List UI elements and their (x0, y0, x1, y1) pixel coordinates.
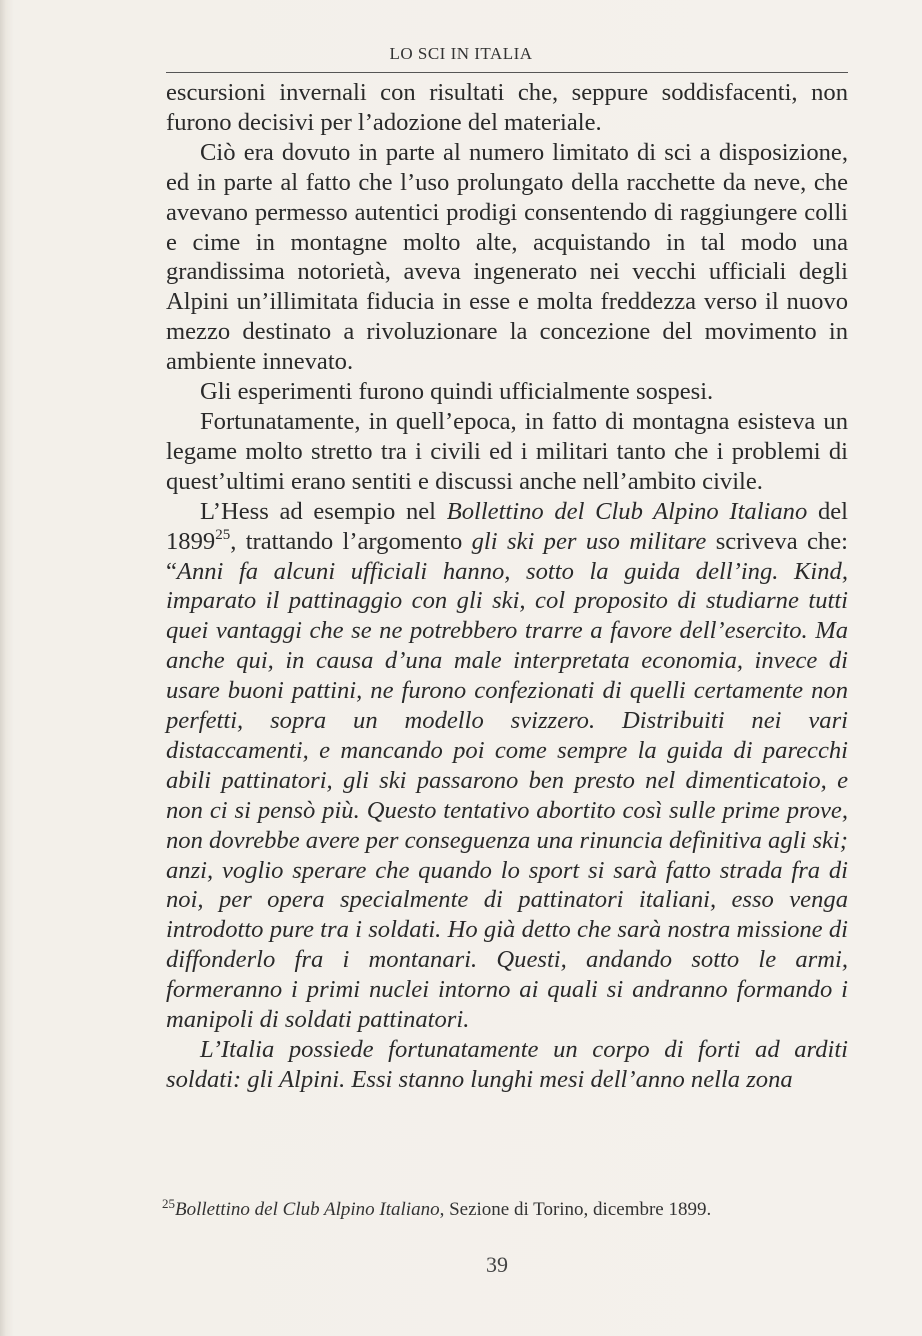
bulletin-title: Bollettino del Club Alpino Italiano (446, 497, 808, 525)
page-number: 39 (486, 1252, 508, 1277)
p5-text-1: L’Hess ad esempio nel (200, 497, 447, 525)
footnote-text: , Sezione di Torino, dicembre 1899. (439, 1199, 712, 1220)
body-text (166, 78, 848, 1095)
paragraph-2: Ciò era dovuto in parte al numero limitato di sci a disposizione, ed in parte al fatto che l’uso prolungato della racchette da neve, che avevano permesso autentici prodigi consentendo di raggiungere colli e cime in montagne molto alte, acquistando in tal modo una grandissima notorietà, aveva ingenerato nei vecchi ufficiali degli Alpini un’illimitata fiducia in esse e molta freddezza verso il nuovo mezzo destinato a rivoluzionare la concezione del movimento in ambiente innevato. (166, 138, 848, 376)
header-rule (166, 72, 848, 73)
paragraph-1: escursioni invernali con risultati che, seppure soddisfacenti, non furono decisivi per l’adozione del materiale. (166, 79, 848, 136)
footnote (162, 1198, 862, 1222)
footnote-marker: 25 (162, 1196, 175, 1211)
quotation: Anni fa alcuni ufficiali hanno, sotto la guida dell’ing. Kind, imparato il pattinaggio con gli ski, col proposito di studiarne tutti quei vantaggi che se ne potrebbero trarre a favore dell’esercito. Ma anche qui, in causa d’una male interpretata economia, invece di usare buoni pattini, ne furono confezionati di quelli certamente non perfetti, sopra un modello svizzero. Distribuiti nei vari distaccamenti, e mancando poi come sempre la guida di parecchi abili pattinatori, gli ski passarono ben presto nel dimenticatoio, e non ci si pensò più. Questo tentativo abortito così sulle prime prove, non dovrebbe avere per conseguenza una rinuncia definitiva agli ski; anzi, voglio sperare che quando lo sport si sarà fatto strada fra di noi, per opera specialmente di pattinatori italiani, esso venga introdotto pure tra i soldati. Ho già detto che sarà nostra missione di diffonderlo fra i montanari. Questi, andando sotto le armi, formeranno i primi nuclei intorno ai quali si andranno formando i manipoli di soldati pattinatori. (166, 557, 848, 1034)
running-head: LO SCI IN ITALIA (389, 44, 533, 63)
paragraph-6: L’Italia possiede fortunatamente un corpo di forti ad arditi soldati: gli Alpini. Essi stanno lunghi mesi dell’anno nella zona (166, 1036, 848, 1093)
p5-text-2: del 1899 (166, 497, 848, 555)
paragraph-5 (166, 497, 848, 1035)
article-topic: gli ski per uso militare (471, 527, 707, 555)
footnote-ref: 25 (215, 526, 231, 543)
paragraph-3: Gli esperimenti furono quindi ufficialmente sospesi. (200, 378, 714, 406)
p5-text-3: , trattando l’argomento (230, 527, 472, 555)
footnote-title: Bollettino del Club Alpino Italiano (175, 1199, 440, 1220)
p5-text-4: scriveva che: “ (166, 527, 848, 585)
paragraph-4: Fortunatamente, in quell’epoca, in fatto di montagna esisteva un legame molto stretto tra i civili ed i militari tanto che i problemi di quest’ultimi erano sentiti e discussi anche nell’ambito civile. (166, 407, 848, 495)
